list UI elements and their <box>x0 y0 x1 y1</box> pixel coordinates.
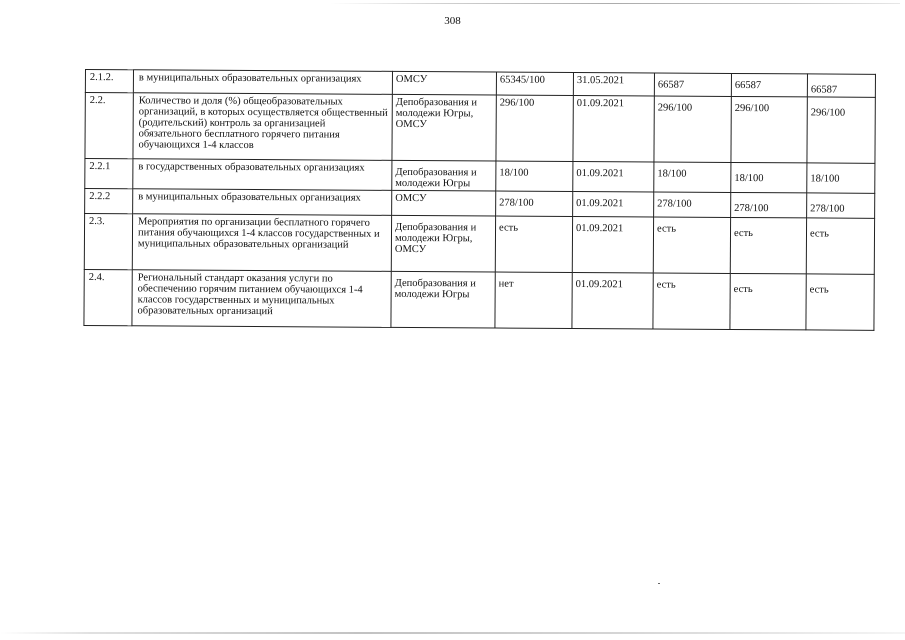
row-date: 01.09.2021 <box>573 191 654 216</box>
row-target-2: 66587 <box>731 73 807 96</box>
row-target-3: есть <box>806 218 874 274</box>
row-description: Количество и доля (%) общеобразовательных организаций, в которых осуществляется общественный (родительский) контроль за организацией обязательного бесплатного горячего питания обучающихся 1-4 классов <box>133 93 392 161</box>
row-number: 2.2.2 <box>85 189 133 214</box>
row-target-3: 18/100 <box>807 163 875 193</box>
row-responsible: Депобразования и молодежи Югры, ОМСУ <box>391 215 495 272</box>
row-target-1: есть <box>653 217 730 273</box>
table-row <box>84 269 874 330</box>
indicator-table <box>83 69 876 331</box>
row-number: 2.2.1 <box>85 159 133 189</box>
row-target-2: 296/100 <box>731 96 807 162</box>
row-target-1: 278/100 <box>654 192 731 217</box>
row-value: 18/100 <box>496 161 573 191</box>
row-number: 2.3. <box>84 214 132 270</box>
page-number: 308 <box>444 15 461 27</box>
row-date: 01.09.2021 <box>573 161 654 191</box>
row-description: Региональный стандарт оказания услуги по обеспечению горячим питанием обучающихся 1-4 классов государственных и муниципальных образовательных организаций <box>132 270 391 328</box>
scan-speck <box>658 583 660 584</box>
row-number: 2.4. <box>84 269 132 325</box>
row-responsible: Депобразования и молодежи Югры, ОМСУ <box>392 94 496 161</box>
row-target-1: есть <box>653 273 730 329</box>
row-date: 31.05.2021 <box>573 72 654 95</box>
row-target-3: есть <box>806 274 874 330</box>
row-target-2: 18/100 <box>731 162 807 192</box>
row-description: в государственных образовательных организациях <box>133 159 392 191</box>
row-target-3: 278/100 <box>807 193 875 218</box>
scan-edge-bottom <box>0 632 905 634</box>
row-value: есть <box>495 216 572 272</box>
row-responsible: Депобразования и молодежи Югры <box>391 271 495 328</box>
row-value: 65345/100 <box>496 72 573 95</box>
row-target-2: есть <box>730 217 806 273</box>
row-description: Мероприятия по организации бесплатного горячего питания обучающихся 1-4 классов государственных и муниципальных образовательных организаций <box>132 214 391 272</box>
row-number: 2.1.2. <box>85 70 133 93</box>
row-date: 01.09.2021 <box>573 95 654 161</box>
row-number: 2.2. <box>85 93 133 159</box>
table-row <box>85 159 875 194</box>
row-value: 296/100 <box>496 95 573 161</box>
row-target-2: есть <box>730 273 806 329</box>
row-target-3: 66587 <box>807 74 875 97</box>
row-value: нет <box>495 272 572 328</box>
row-date: 01.09.2021 <box>572 216 653 272</box>
row-target-3: 296/100 <box>807 97 875 163</box>
row-target-1: 66587 <box>654 73 731 96</box>
table-row <box>84 214 874 275</box>
row-target-1: 296/100 <box>654 96 731 162</box>
row-date: 01.09.2021 <box>572 272 653 328</box>
row-responsible: ОМСУ <box>392 190 496 216</box>
row-target-1: 18/100 <box>654 162 731 192</box>
row-responsible: Депобразования и молодежи Югры <box>392 160 496 191</box>
row-description: в муниципальных образовательных организациях <box>133 189 392 216</box>
row-responsible: ОМСУ <box>392 71 496 95</box>
row-value: 278/100 <box>496 191 573 216</box>
row-description: в муниципальных образовательных организациях <box>133 70 392 95</box>
scan-edge-top <box>330 3 900 4</box>
row-target-2: 278/100 <box>731 192 807 217</box>
table-row <box>85 93 875 164</box>
